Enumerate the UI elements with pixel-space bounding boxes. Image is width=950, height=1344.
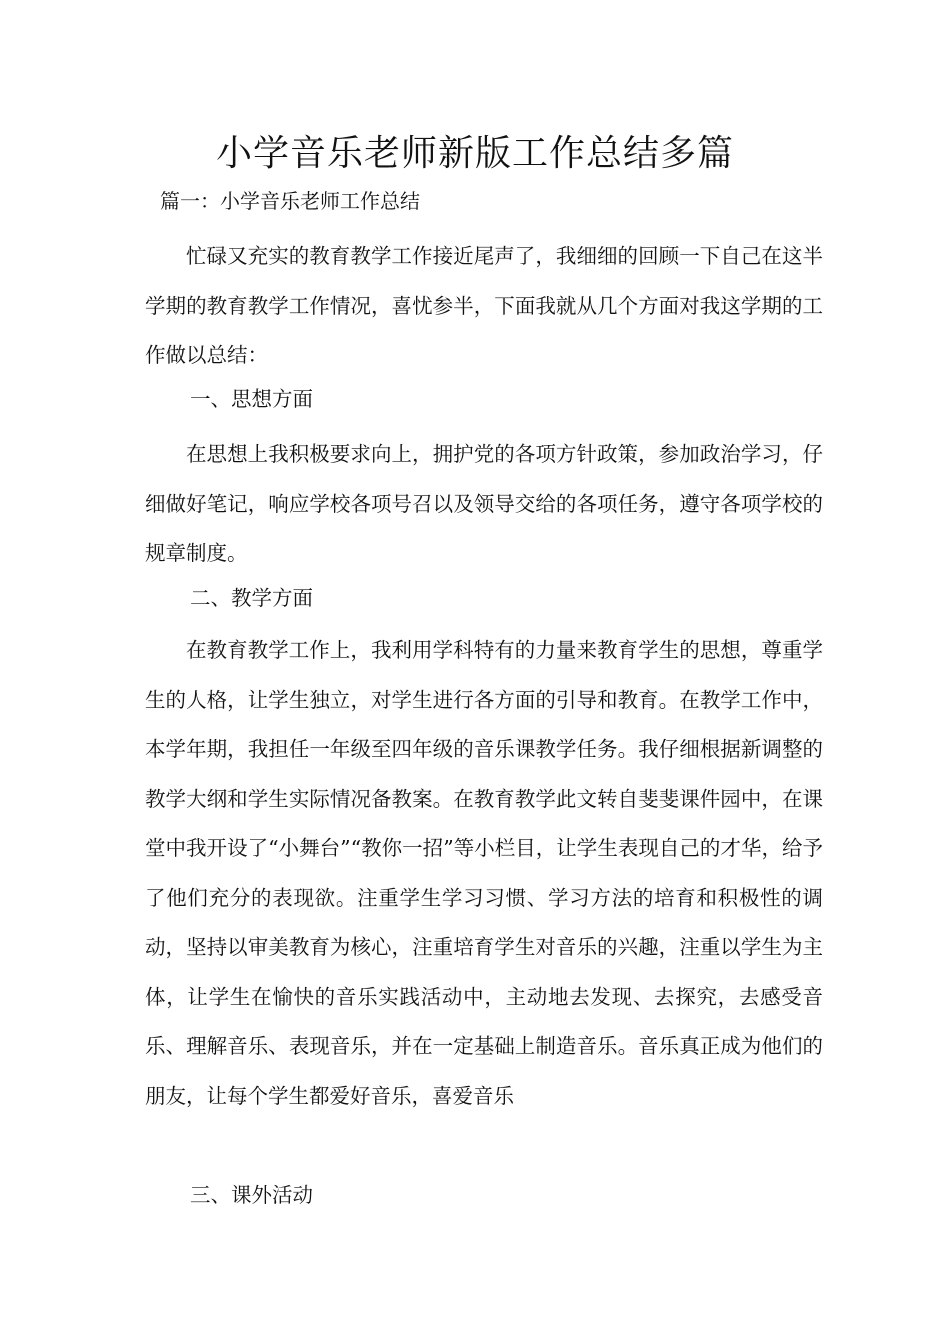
section-heading-activities: 三、课外活动 xyxy=(190,1183,313,1207)
section-paragraph-thought: 在思想上我积极要求向上，拥护党的各项方针政策，参加政治学习，仔细做好笔记，响应学校各项号召以及领导交给的各项任务，遵守各项学校的规章制度。 xyxy=(145,442,823,565)
section-heading-teaching: 二、教学方面 xyxy=(190,586,313,610)
document-title: 小学音乐老师新版工作总结多篇 xyxy=(215,133,734,174)
document-subtitle: 篇一：小学音乐老师工作总结 xyxy=(160,189,420,213)
section-paragraph-teaching: 在教育教学工作上，我利用学科特有的力量来教育学生的思想，尊重学生的人格，让学生独立，对学生进行各方面的引导和教育。在教学工作中，本学年期，我担任一年级至四年级的音乐课教学任务。我仔细根据新调整的教学大纲和学生实际情况备教案。在教育教学此文转自斐斐课件园中，在课堂中我开设了“小舞台”“教你一招”等小栏目，让学生表现自己的才华，给予了他们充分的表现欲。注重学生学习习惯、学习方法的培育和积极性的调动，坚持以审美教育为核心，注重培育学生对音乐的兴趣，注重以学生为主体，让学生在愉快的音乐实践活动中，主动地去发现、去探究，去感受音乐、理解音乐、表现音乐，并在一定基础上制造音乐。音乐真正成为他们的朋友，让每个学生都爱好音乐，喜爱音乐 xyxy=(145,638,823,1108)
intro-paragraph: 忙碌又充实的教育教学工作接近尾声了，我细细的回顾一下自己在这半学期的教育教学工作情况，喜忧参半，下面我就从几个方面对我这学期的工作做以总结： xyxy=(145,244,823,367)
section-heading-thought: 一、思想方面 xyxy=(190,387,313,411)
